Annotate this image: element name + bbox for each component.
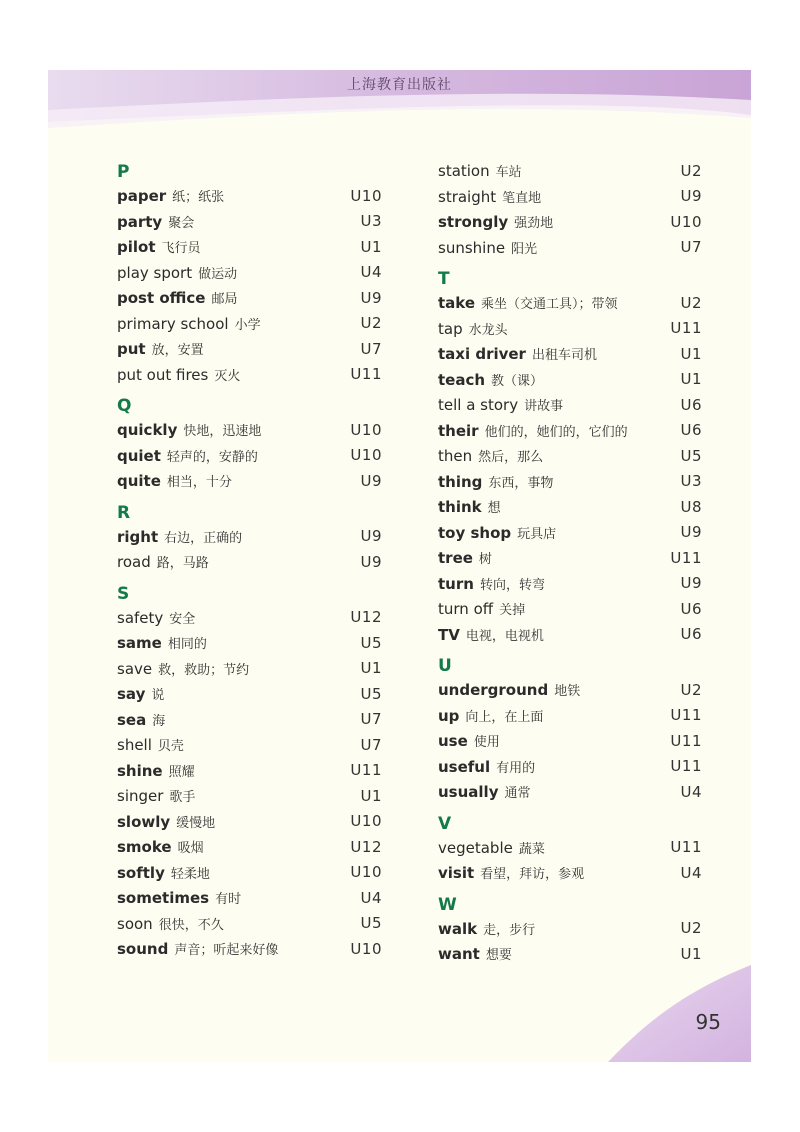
entry-word <box>438 706 543 725</box>
glossary-entry <box>438 392 702 418</box>
entry-unit: U9 <box>680 187 702 206</box>
entry-chinese: 贝壳 <box>157 739 184 755</box>
entry-word <box>438 344 597 363</box>
entry-chinese: 聚会 <box>168 215 195 231</box>
entry-english: TV <box>438 625 460 644</box>
entry-chinese: 关掉 <box>499 603 526 619</box>
entry-chinese: 小学 <box>234 317 261 333</box>
entry-english: up <box>438 706 460 725</box>
glossary-entry <box>438 571 702 597</box>
glossary-entry <box>117 311 382 337</box>
entry-unit: U5 <box>680 446 702 465</box>
glossary-entry <box>438 596 702 622</box>
entry-english: put out fires <box>117 365 209 384</box>
left-column <box>117 158 382 962</box>
entry-chinese: 想要 <box>485 948 512 964</box>
glossary-entry <box>438 443 702 469</box>
entry-unit: U11 <box>670 838 702 857</box>
entry-chinese: 笔直地 <box>502 190 542 206</box>
entry-english: softly <box>117 863 165 882</box>
glossary-entry <box>438 418 702 444</box>
entry-chinese: 救，救助；节约 <box>158 662 250 678</box>
entry-word <box>438 782 530 801</box>
entry-english: think <box>438 498 482 517</box>
entry-unit: U7 <box>360 339 382 358</box>
entry-unit: U12 <box>350 837 382 856</box>
entry-word <box>117 914 224 933</box>
entry-word <box>438 395 563 414</box>
entry-word <box>438 731 500 750</box>
entry-english: thing <box>438 472 483 491</box>
entry-chinese: 乘坐（交通工具）；带领 <box>481 297 618 313</box>
entry-unit: U3 <box>680 472 702 491</box>
entry-chinese: 电视，电视机 <box>465 628 544 644</box>
glossary-entry <box>117 758 382 784</box>
entry-chinese: 快地，迅速地 <box>183 424 262 440</box>
glossary-entry <box>117 885 382 911</box>
entry-english: same <box>117 634 162 653</box>
entry-chinese: 通常 <box>504 786 531 802</box>
entry-word <box>117 659 249 678</box>
entry-chinese: 相当，十分 <box>166 475 232 491</box>
entry-word <box>438 319 508 338</box>
entry-unit: U3 <box>360 212 382 231</box>
entry-unit: U5 <box>360 684 382 703</box>
entry-unit: U2 <box>680 919 702 938</box>
entry-unit: U10 <box>350 420 382 439</box>
glossary-entry <box>438 520 702 546</box>
glossary-entry <box>438 941 702 967</box>
entry-chinese: 玩具店 <box>517 526 557 542</box>
entry-english: party <box>117 212 163 231</box>
entry-word <box>117 237 201 256</box>
entry-english: soon <box>117 914 153 933</box>
entry-word <box>438 548 492 567</box>
entry-chinese: 安全 <box>169 611 196 627</box>
glossary-entry <box>117 183 382 209</box>
entry-english: slowly <box>117 812 171 831</box>
entry-word <box>117 186 224 205</box>
entry-word <box>438 757 535 776</box>
entry-word <box>438 293 618 312</box>
entry-word <box>438 497 501 516</box>
entry-word <box>117 288 237 307</box>
glossary-entry <box>438 367 702 393</box>
entry-chinese: 路，马路 <box>156 556 209 572</box>
section-letter: Q <box>117 396 132 416</box>
entry-word <box>117 471 232 490</box>
entry-english: toy shop <box>438 523 512 542</box>
glossary-entry <box>117 630 382 656</box>
entry-chinese: 然后，那么 <box>478 450 544 466</box>
glossary-entry <box>117 234 382 260</box>
entry-chinese: 树 <box>478 552 492 568</box>
entry-unit: U1 <box>680 344 702 363</box>
entry-english: tree <box>438 549 473 568</box>
entry-word <box>117 888 241 907</box>
entry-english: take <box>438 294 476 313</box>
glossary-entry <box>117 362 382 388</box>
entry-word <box>438 472 553 491</box>
entry-english: want <box>438 945 480 964</box>
entry-chinese: 缓慢地 <box>176 815 216 831</box>
entry-word <box>117 710 165 729</box>
entry-word <box>438 212 553 231</box>
entry-chinese: 阳光 <box>511 241 538 257</box>
glossary-entry <box>117 936 382 962</box>
glossary-entry <box>438 158 702 184</box>
entry-unit: U9 <box>360 552 382 571</box>
entry-word <box>117 863 210 882</box>
entry-word <box>117 365 240 384</box>
entry-chinese: 他们的，她们的，它们的 <box>484 424 628 440</box>
entry-chinese: 纸；纸张 <box>172 190 225 206</box>
entry-unit: U2 <box>680 680 702 699</box>
entry-word <box>117 314 261 333</box>
entry-word <box>438 446 543 465</box>
entry-chinese: 灭火 <box>214 368 241 384</box>
entry-unit: U11 <box>670 757 702 776</box>
entry-unit: U9 <box>680 523 702 542</box>
entry-english: teach <box>438 370 486 389</box>
entry-chinese: 想 <box>487 501 501 517</box>
glossary-entry <box>438 779 702 805</box>
entry-word <box>117 339 204 358</box>
section-letter: U <box>438 656 452 676</box>
entry-english: play sport <box>117 263 193 282</box>
glossary-entry <box>438 622 702 648</box>
entry-english: tap <box>438 319 463 338</box>
entry-chinese: 水龙头 <box>468 322 508 338</box>
entry-unit: U7 <box>360 735 382 754</box>
entry-english: singer <box>117 787 164 806</box>
entry-chinese: 转向，转弯 <box>479 577 545 593</box>
entry-english: visit <box>438 864 475 883</box>
glossary-entry <box>438 209 702 235</box>
entry-english: use <box>438 732 468 751</box>
entry-chinese: 很快，不久 <box>158 917 224 933</box>
entry-word <box>117 761 195 780</box>
entry-unit: U1 <box>360 786 382 805</box>
entry-chinese: 走，步行 <box>483 922 536 938</box>
glossary-entry <box>438 916 702 942</box>
glossary-entry <box>117 656 382 682</box>
entry-english: walk <box>438 919 478 938</box>
entry-chinese: 讲故事 <box>524 399 564 415</box>
section-letter: R <box>117 502 131 523</box>
entry-chinese: 说 <box>151 688 165 704</box>
entry-unit: U7 <box>680 238 702 257</box>
glossary-entry <box>117 549 382 575</box>
entry-english: taxi driver <box>438 345 526 364</box>
right-column <box>438 158 702 967</box>
entry-chinese: 使用 <box>473 735 500 751</box>
glossary-entry <box>438 835 702 861</box>
entry-word <box>438 574 545 593</box>
glossary-entry <box>438 235 702 261</box>
section-letter: S <box>117 583 130 604</box>
entry-unit: U11 <box>670 706 702 725</box>
entry-english: quiet <box>117 446 161 465</box>
entry-chinese: 放，安置 <box>151 343 204 359</box>
entry-english: turn off <box>438 600 494 619</box>
glossary-entry <box>117 468 382 494</box>
entry-english: straight <box>438 187 497 206</box>
entry-word <box>117 420 261 439</box>
entry-english: quite <box>117 472 161 491</box>
glossary-entry <box>438 341 702 367</box>
entry-english: paper <box>117 187 167 206</box>
entry-word <box>117 212 194 231</box>
entry-english: sound <box>117 940 169 959</box>
entry-word <box>438 625 544 644</box>
glossary-entry <box>117 732 382 758</box>
entry-unit: U1 <box>680 370 702 389</box>
entry-word <box>438 161 522 180</box>
entry-chinese: 歌手 <box>169 790 196 806</box>
entry-word <box>438 599 525 618</box>
entry-word <box>117 786 195 805</box>
entry-unit: U1 <box>360 659 382 678</box>
entry-english: useful <box>438 757 491 776</box>
entry-english: vegetable <box>438 838 513 857</box>
glossary-entry <box>438 494 702 520</box>
entry-chinese: 强劲地 <box>514 216 554 232</box>
entry-word <box>438 187 541 206</box>
entry-word <box>438 863 584 882</box>
entry-unit: U4 <box>680 782 702 801</box>
entry-word <box>438 421 628 440</box>
entry-english: sunshine <box>438 238 506 257</box>
entry-english: usually <box>438 783 499 802</box>
entry-chinese: 车站 <box>495 165 522 181</box>
entry-unit: U6 <box>680 395 702 414</box>
glossary-entry <box>438 860 702 886</box>
glossary-entry <box>438 677 702 703</box>
entry-unit: U1 <box>360 237 382 256</box>
entry-chinese: 照耀 <box>168 764 195 780</box>
entry-english: safety <box>117 608 164 627</box>
glossary-entry <box>117 605 382 631</box>
bottom-swoosh <box>608 965 751 1062</box>
entry-english: sea <box>117 710 147 729</box>
entry-english: road <box>117 553 151 572</box>
entry-english: tell a story <box>438 396 519 415</box>
entry-unit: U5 <box>360 633 382 652</box>
entry-chinese: 出租车司机 <box>531 348 597 364</box>
entry-chinese: 蔬菜 <box>518 841 545 857</box>
entry-chinese: 有用的 <box>496 760 536 776</box>
entry-word <box>117 837 204 856</box>
entry-word <box>117 684 164 703</box>
glossary-entry <box>438 545 702 571</box>
entry-word <box>438 680 580 699</box>
entry-word <box>117 633 207 652</box>
entry-english: sometimes <box>117 889 210 908</box>
glossary-entry <box>438 184 702 210</box>
glossary-entry <box>117 860 382 886</box>
entry-unit: U7 <box>360 710 382 729</box>
entry-chinese: 声音；听起来好像 <box>174 943 279 959</box>
entry-english: shine <box>117 761 163 780</box>
entry-chinese: 邮局 <box>211 292 238 308</box>
entry-unit: U4 <box>360 888 382 907</box>
glossary-entry <box>117 209 382 235</box>
entry-english: station <box>438 162 490 181</box>
glossary-entry <box>438 290 702 316</box>
glossary-entry <box>117 260 382 286</box>
section-letter: P <box>117 162 130 182</box>
entry-word <box>438 523 556 542</box>
glossary-page <box>48 70 751 1062</box>
glossary-entry <box>438 728 702 754</box>
entry-word <box>117 263 237 282</box>
entry-word <box>117 812 215 831</box>
entry-unit: U9 <box>360 527 382 546</box>
entry-unit: U2 <box>360 314 382 333</box>
entry-english: quickly <box>117 421 178 440</box>
entry-unit: U12 <box>350 608 382 627</box>
glossary-entry <box>117 336 382 362</box>
entry-chinese: 飞行员 <box>161 241 201 257</box>
section-letter: T <box>438 269 450 289</box>
entry-unit: U6 <box>680 599 702 618</box>
entry-chinese: 向上，在上面 <box>465 709 544 725</box>
entry-english: their <box>438 421 479 440</box>
entry-unit: U2 <box>680 293 702 312</box>
entry-word <box>438 919 535 938</box>
entry-unit: U6 <box>680 625 702 644</box>
entry-unit: U2 <box>680 161 702 180</box>
entry-unit: U11 <box>350 761 382 780</box>
entry-english: strongly <box>438 213 509 232</box>
entry-chinese: 轻声的，安静的 <box>166 449 258 465</box>
entry-chinese: 看望，拜访，参观 <box>480 867 585 883</box>
glossary-entry <box>438 316 702 342</box>
entry-unit: U6 <box>680 421 702 440</box>
glossary-entry <box>117 834 382 860</box>
entry-unit: U11 <box>350 365 382 384</box>
publisher-header: 上海教育出版社 <box>347 77 452 93</box>
glossary-entry <box>438 703 702 729</box>
entry-english: turn <box>438 574 474 593</box>
entry-word <box>117 608 195 627</box>
entry-english: put <box>117 340 146 359</box>
entry-english: underground <box>438 681 549 700</box>
entry-unit: U4 <box>680 863 702 882</box>
entry-unit: U10 <box>670 212 702 231</box>
section-letter: W <box>438 894 457 915</box>
glossary-entry <box>438 754 702 780</box>
entry-english: shell <box>117 736 152 755</box>
entry-unit: U4 <box>360 263 382 282</box>
glossary-entry <box>117 681 382 707</box>
glossary-entry <box>117 707 382 733</box>
entry-english: pilot <box>117 238 156 257</box>
entry-unit: U10 <box>350 186 382 205</box>
entry-unit: U11 <box>670 319 702 338</box>
entry-chinese: 地铁 <box>554 684 581 700</box>
entry-unit: U9 <box>680 574 702 593</box>
entry-unit: U1 <box>680 944 702 963</box>
entry-chinese: 做运动 <box>198 266 238 282</box>
entry-unit: U10 <box>350 939 382 958</box>
entry-word <box>117 446 258 465</box>
entry-word <box>117 527 242 546</box>
entry-chinese: 相同的 <box>167 637 207 653</box>
glossary-entry <box>117 809 382 835</box>
entry-word <box>438 944 512 963</box>
section-letter: V <box>438 813 452 834</box>
entry-unit: U11 <box>670 548 702 567</box>
entry-english: smoke <box>117 838 172 857</box>
entry-unit: U9 <box>360 471 382 490</box>
entry-chinese: 东西，事物 <box>488 475 554 491</box>
entry-unit: U10 <box>350 446 382 465</box>
entry-word <box>117 552 209 571</box>
entry-unit: U5 <box>360 914 382 933</box>
entry-word <box>438 238 537 257</box>
entry-chinese: 有时 <box>215 892 242 908</box>
entry-chinese: 吸烟 <box>177 841 204 857</box>
glossary-entry <box>438 469 702 495</box>
glossary-entry <box>117 524 382 550</box>
entry-unit: U8 <box>680 497 702 516</box>
entry-english: say <box>117 685 146 704</box>
entry-chinese: 轻柔地 <box>170 866 210 882</box>
glossary-entry <box>117 443 382 469</box>
entry-unit: U10 <box>350 812 382 831</box>
entry-unit: U10 <box>350 863 382 882</box>
glossary-entry <box>117 285 382 311</box>
entry-chinese: 教（课） <box>491 373 544 389</box>
entry-english: primary school <box>117 314 229 333</box>
entry-english: post office <box>117 289 206 308</box>
entry-word <box>438 838 545 857</box>
entry-unit: U9 <box>360 288 382 307</box>
glossary-entry <box>117 911 382 937</box>
entry-chinese: 右边，正确的 <box>164 530 243 546</box>
entry-word <box>438 370 543 389</box>
page-number: 95 <box>695 1010 721 1034</box>
entry-unit: U11 <box>670 731 702 750</box>
entry-word <box>117 939 278 958</box>
glossary-entry <box>117 783 382 809</box>
entry-english: then <box>438 447 473 466</box>
entry-word <box>117 735 184 754</box>
entry-english: right <box>117 527 159 546</box>
entry-chinese: 海 <box>152 713 166 729</box>
glossary-entry <box>117 417 382 443</box>
entry-english: save <box>117 659 153 678</box>
